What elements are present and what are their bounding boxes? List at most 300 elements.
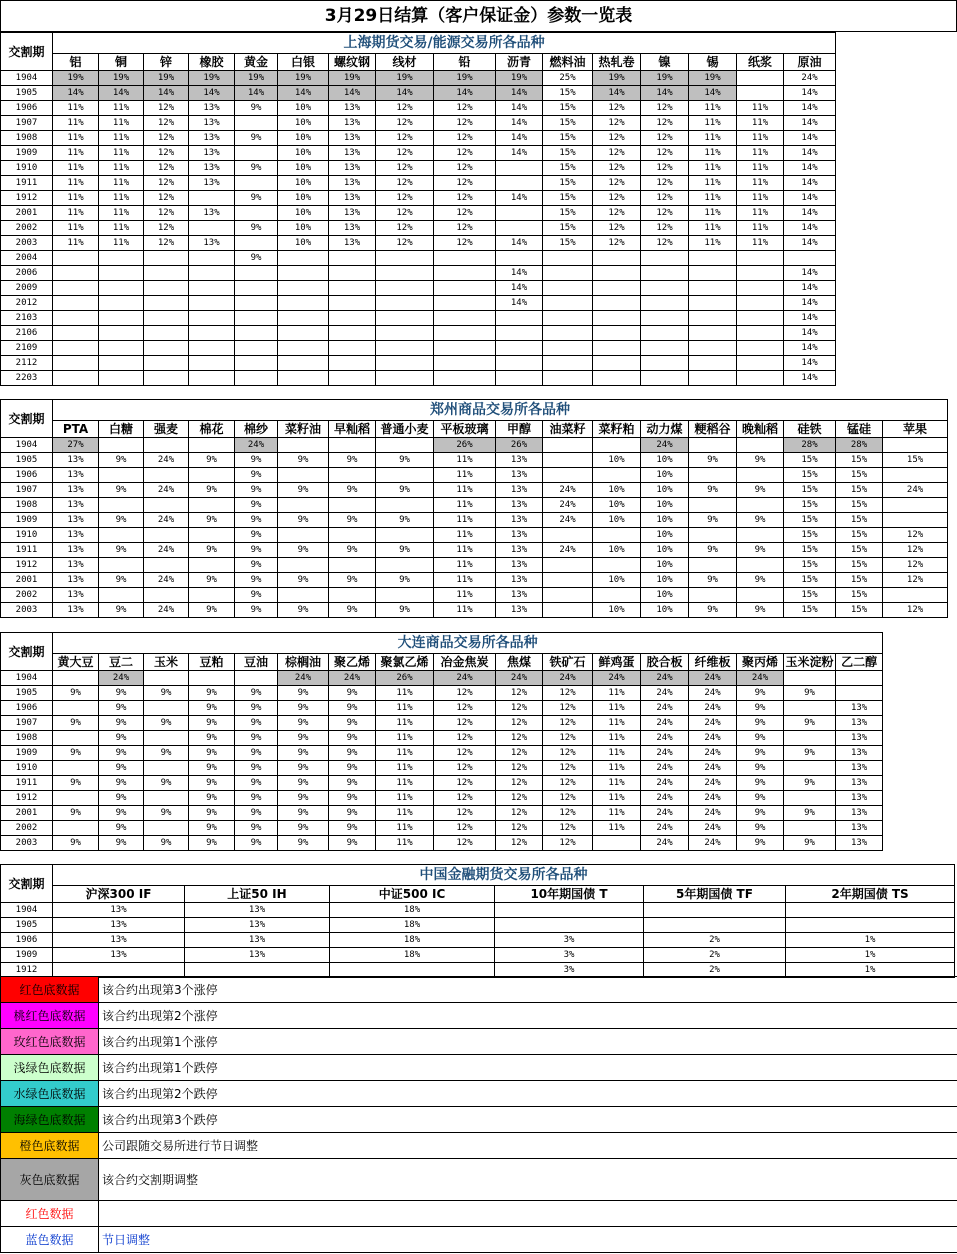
margin-cell — [641, 356, 689, 371]
product-name: 原油 — [784, 54, 836, 71]
legend-swatch: 玫红色底数据 — [1, 1029, 99, 1055]
margin-cell: 14% — [496, 86, 543, 101]
margin-cell: 14% — [784, 236, 836, 251]
margin-cell: 3% — [495, 948, 644, 963]
margin-cell: 9% — [784, 836, 836, 851]
margin-cell — [53, 371, 99, 386]
table-row — [1, 933, 955, 948]
blank-cell — [836, 33, 948, 386]
margin-cell: 12% — [434, 146, 496, 161]
legend-swatch: 桃红色底数据 — [1, 1003, 99, 1029]
margin-cell: 24% — [144, 603, 189, 618]
margin-cell: 10% — [278, 131, 329, 146]
delivery-month: 1905 — [1, 918, 53, 933]
margin-cell — [99, 498, 144, 513]
margin-cell: 9% — [278, 806, 329, 821]
margin-cell — [376, 311, 434, 326]
margin-cell — [144, 266, 189, 281]
margin-cell — [144, 588, 189, 603]
margin-cell — [593, 836, 641, 851]
margin-cell — [99, 326, 144, 341]
margin-cell: 19% — [689, 71, 737, 86]
table-row — [1, 281, 948, 296]
margin-cell — [376, 371, 434, 386]
margin-cell — [376, 468, 434, 483]
margin-cell: 9% — [99, 836, 144, 851]
delivery-month: 1912 — [1, 191, 53, 206]
product-name: 强麦 — [144, 421, 189, 438]
margin-cell: 9% — [329, 821, 376, 836]
margin-cell — [593, 296, 641, 311]
margin-cell — [376, 326, 434, 341]
product-name: 镍 — [641, 54, 689, 71]
margin-cell: 9% — [235, 776, 278, 791]
margin-cell: 12% — [434, 221, 496, 236]
margin-cell — [99, 311, 144, 326]
margin-cell: 11% — [593, 746, 641, 761]
color-legend — [0, 976, 957, 1253]
margin-cell: 11% — [593, 686, 641, 701]
margin-cell: 11% — [593, 821, 641, 836]
margin-cell: 15% — [784, 588, 836, 603]
margin-cell — [434, 281, 496, 296]
table-row — [1, 558, 948, 573]
margin-cell: 15% — [543, 161, 593, 176]
margin-cell — [689, 438, 737, 453]
margin-cell — [235, 281, 278, 296]
margin-cell — [434, 296, 496, 311]
margin-cell: 12% — [434, 836, 496, 851]
margin-cell: 13% — [53, 498, 99, 513]
margin-cell: 24% — [543, 483, 593, 498]
margin-cell: 10% — [278, 191, 329, 206]
margin-cell — [784, 701, 836, 716]
margin-cell: 9% — [189, 761, 235, 776]
margin-cell: 9% — [376, 513, 434, 528]
table-row — [1, 191, 948, 206]
margin-cell — [543, 281, 593, 296]
margin-cell: 13% — [53, 603, 99, 618]
margin-cell: 9% — [235, 468, 278, 483]
product-header-row — [1, 654, 948, 671]
margin-cell: 9% — [737, 483, 784, 498]
margin-cell: 11% — [689, 176, 737, 191]
margin-cell: 9% — [235, 806, 278, 821]
table-row — [1, 251, 948, 266]
margin-cell — [278, 528, 329, 543]
margin-cell: 14% — [784, 266, 836, 281]
table-row — [1, 761, 948, 776]
margin-cell: 13% — [329, 101, 376, 116]
margin-cell: 12% — [543, 791, 593, 806]
margin-cell: 11% — [99, 116, 144, 131]
delivery-month: 2012 — [1, 296, 53, 311]
margin-cell: 9% — [329, 603, 376, 618]
margin-cell: 9% — [737, 716, 784, 731]
product-name: 动力煤 — [641, 421, 689, 438]
margin-cell — [235, 206, 278, 221]
margin-cell: 11% — [689, 101, 737, 116]
margin-cell: 10% — [593, 483, 641, 498]
margin-cell: 9% — [235, 498, 278, 513]
margin-cell: 9% — [189, 776, 235, 791]
product-name: PTA — [53, 421, 99, 438]
delivery-month: 2001 — [1, 573, 53, 588]
margin-cell — [495, 903, 644, 918]
margin-cell: 13% — [189, 146, 235, 161]
margin-cell: 11% — [593, 776, 641, 791]
margin-cell: 24% — [144, 543, 189, 558]
margin-cell: 14% — [784, 356, 836, 371]
table-row — [1, 483, 948, 498]
margin-cell: 11% — [99, 101, 144, 116]
product-name: 5年期国债 TF — [644, 886, 786, 903]
margin-cell: 24% — [689, 836, 737, 851]
margin-cell: 11% — [99, 161, 144, 176]
margin-cell: 9% — [53, 746, 99, 761]
margin-cell: 12% — [434, 761, 496, 776]
margin-cell: 19% — [329, 71, 376, 86]
margin-cell: 11% — [53, 131, 99, 146]
margin-cell: 13% — [53, 513, 99, 528]
product-name: 晚籼稻 — [737, 421, 784, 438]
product-name: 热轧卷 — [593, 54, 641, 71]
margin-cell: 14% — [784, 191, 836, 206]
margin-cell: 15% — [836, 483, 883, 498]
margin-cell — [543, 603, 593, 618]
margin-cell: 11% — [99, 206, 144, 221]
margin-cell — [641, 266, 689, 281]
margin-cell — [99, 558, 144, 573]
delivery-month: 1909 — [1, 746, 53, 761]
margin-cell: 9% — [329, 746, 376, 761]
product-name: 白银 — [278, 54, 329, 71]
margin-cell: 14% — [784, 146, 836, 161]
margin-cell — [737, 356, 784, 371]
margin-cell: 11% — [593, 701, 641, 716]
margin-cell: 12% — [543, 731, 593, 746]
margin-cell — [543, 341, 593, 356]
margin-cell: 12% — [434, 161, 496, 176]
product-name: 油菜籽 — [543, 421, 593, 438]
delivery-month: 1910 — [1, 528, 53, 543]
margin-cell: 14% — [784, 296, 836, 311]
table-row — [1, 588, 948, 603]
margin-cell: 14% — [784, 116, 836, 131]
margin-cell: 11% — [737, 236, 784, 251]
legend-description: 该合约交割期调整 — [99, 1159, 957, 1201]
margin-cell — [376, 251, 434, 266]
margin-cell: 15% — [784, 453, 836, 468]
margin-cell — [99, 296, 144, 311]
margin-cell: 9% — [53, 716, 99, 731]
margin-cell — [329, 251, 376, 266]
margin-cell — [641, 326, 689, 341]
legend-row — [1, 1107, 957, 1133]
margin-cell: 11% — [737, 191, 784, 206]
table-row — [1, 806, 948, 821]
margin-cell: 9% — [689, 573, 737, 588]
margin-cell — [278, 266, 329, 281]
margin-cell: 12% — [496, 836, 543, 851]
margin-cell: 12% — [641, 191, 689, 206]
margin-cell: 24% — [543, 498, 593, 513]
delivery-month: 1906 — [1, 933, 53, 948]
margin-cell: 11% — [434, 543, 496, 558]
margin-cell: 13% — [836, 836, 883, 851]
margin-cell: 9% — [278, 836, 329, 851]
margin-cell: 9% — [376, 573, 434, 588]
corner-label: 交割期 — [1, 865, 53, 903]
margin-cell — [329, 528, 376, 543]
product-name: 普通小麦 — [376, 421, 434, 438]
margin-cell: 9% — [329, 791, 376, 806]
margin-cell: 10% — [278, 176, 329, 191]
margin-cell: 15% — [543, 86, 593, 101]
table-row — [1, 821, 948, 836]
margin-cell: 11% — [376, 716, 434, 731]
product-name: 沥青 — [496, 54, 543, 71]
margin-cell — [53, 326, 99, 341]
margin-cell: 9% — [329, 731, 376, 746]
margin-cell: 12% — [543, 686, 593, 701]
margin-cell — [235, 671, 278, 686]
margin-cell: 13% — [329, 131, 376, 146]
margin-cell: 12% — [593, 236, 641, 251]
margin-cell — [144, 311, 189, 326]
margin-cell: 11% — [737, 221, 784, 236]
corner-label: 交割期 — [1, 633, 53, 671]
margin-cell: 13% — [53, 918, 185, 933]
margin-cell — [496, 206, 543, 221]
margin-cell — [189, 671, 235, 686]
margin-cell — [496, 371, 543, 386]
margin-cell: 10% — [278, 116, 329, 131]
delivery-month: 2002 — [1, 221, 53, 236]
margin-cell — [189, 356, 235, 371]
margin-cell: 11% — [593, 716, 641, 731]
margin-cell: 12% — [496, 701, 543, 716]
margin-cell: 12% — [144, 176, 189, 191]
margin-cell — [144, 296, 189, 311]
margin-cell — [189, 498, 235, 513]
margin-cell: 11% — [434, 603, 496, 618]
margin-cell — [737, 296, 784, 311]
delivery-month: 1909 — [1, 513, 53, 528]
margin-cell — [329, 326, 376, 341]
margin-cell: 15% — [836, 528, 883, 543]
margin-cell — [189, 326, 235, 341]
margin-cell: 15% — [543, 191, 593, 206]
margin-cell: 12% — [496, 686, 543, 701]
delivery-month: 2003 — [1, 236, 53, 251]
margin-cell — [144, 821, 189, 836]
margin-cell: 13% — [53, 453, 99, 468]
margin-cell — [53, 356, 99, 371]
margin-cell — [737, 371, 784, 386]
product-name: 橡胶 — [189, 54, 235, 71]
margin-cell — [689, 281, 737, 296]
table-row — [1, 296, 948, 311]
table-row — [1, 176, 948, 191]
product-name: 胶合板 — [641, 654, 689, 671]
margin-cell — [689, 558, 737, 573]
margin-cell: 13% — [496, 543, 543, 558]
margin-cell — [496, 221, 543, 236]
margin-cell: 9% — [737, 791, 784, 806]
margin-cell: 10% — [278, 221, 329, 236]
margin-cell: 13% — [53, 588, 99, 603]
margin-cell — [737, 326, 784, 341]
margin-cell: 9% — [278, 746, 329, 761]
margin-cell: 15% — [836, 603, 883, 618]
margin-cell: 14% — [784, 176, 836, 191]
margin-cell: 15% — [836, 543, 883, 558]
margin-cell — [543, 356, 593, 371]
margin-cell: 11% — [593, 791, 641, 806]
margin-cell: 9% — [189, 543, 235, 558]
margin-cell: 19% — [278, 71, 329, 86]
margin-cell — [329, 468, 376, 483]
margin-cell: 12% — [434, 176, 496, 191]
legend-row — [1, 1029, 957, 1055]
margin-cell — [144, 498, 189, 513]
margin-cell: 24% — [144, 513, 189, 528]
margin-cell — [543, 311, 593, 326]
margin-cell: 11% — [53, 191, 99, 206]
margin-cell: 9% — [689, 513, 737, 528]
margin-cell: 1% — [786, 933, 955, 948]
margin-cell: 26% — [376, 671, 434, 686]
margin-cell: 12% — [883, 573, 948, 588]
margin-cell — [593, 588, 641, 603]
margin-cell: 24% — [689, 716, 737, 731]
margin-cell: 10% — [278, 236, 329, 251]
cffex-table — [0, 864, 955, 978]
margin-cell — [434, 311, 496, 326]
delivery-month: 1912 — [1, 963, 53, 978]
margin-cell: 14% — [496, 296, 543, 311]
margin-cell: 10% — [593, 498, 641, 513]
margin-cell: 24% — [434, 671, 496, 686]
margin-cell: 11% — [99, 176, 144, 191]
margin-cell: 13% — [329, 146, 376, 161]
margin-cell: 15% — [784, 573, 836, 588]
margin-cell: 11% — [434, 528, 496, 543]
margin-cell: 15% — [883, 453, 948, 468]
product-name: 线材 — [376, 54, 434, 71]
product-name: 豆二 — [99, 654, 144, 671]
corner-label: 交割期 — [1, 33, 53, 71]
margin-cell — [883, 468, 948, 483]
margin-cell: 19% — [189, 71, 235, 86]
margin-cell: 9% — [189, 573, 235, 588]
delivery-month: 1912 — [1, 558, 53, 573]
margin-cell: 13% — [496, 588, 543, 603]
table-row — [1, 356, 948, 371]
margin-cell: 1% — [786, 963, 955, 978]
product-name: 铜 — [99, 54, 144, 71]
margin-cell: 9% — [99, 821, 144, 836]
margin-cell — [189, 558, 235, 573]
product-name: 聚乙烯 — [329, 654, 376, 671]
margin-cell: 10% — [641, 543, 689, 558]
margin-cell: 9% — [235, 161, 278, 176]
margin-cell: 12% — [376, 146, 434, 161]
margin-cell — [144, 671, 189, 686]
margin-cell: 11% — [434, 483, 496, 498]
margin-cell — [376, 588, 434, 603]
margin-cell — [278, 498, 329, 513]
delivery-month: 1904 — [1, 671, 53, 686]
margin-cell: 12% — [144, 131, 189, 146]
margin-cell: 24% — [99, 671, 144, 686]
delivery-month: 2003 — [1, 603, 53, 618]
margin-cell: 11% — [434, 453, 496, 468]
table-row — [1, 498, 948, 513]
margin-cell: 10% — [641, 498, 689, 513]
margin-cell: 15% — [836, 588, 883, 603]
margin-cell: 14% — [784, 326, 836, 341]
margin-cell: 13% — [496, 453, 543, 468]
margin-cell — [329, 266, 376, 281]
table-row — [1, 468, 948, 483]
margin-cell — [784, 821, 836, 836]
margin-cell: 12% — [593, 221, 641, 236]
margin-cell — [737, 311, 784, 326]
margin-cell: 11% — [53, 161, 99, 176]
margin-cell: 14% — [784, 341, 836, 356]
margin-cell: 24% — [784, 71, 836, 86]
table-row — [1, 311, 948, 326]
margin-cell: 12% — [434, 776, 496, 791]
margin-cell: 9% — [144, 836, 189, 851]
product-name: 中证500 IC — [330, 886, 495, 903]
margin-cell: 14% — [496, 146, 543, 161]
margin-cell: 9% — [99, 806, 144, 821]
margin-cell: 10% — [593, 453, 641, 468]
margin-cell — [376, 438, 434, 453]
margin-cell: 9% — [189, 821, 235, 836]
margin-cell: 28% — [836, 438, 883, 453]
delivery-month: 1909 — [1, 146, 53, 161]
margin-cell: 14% — [784, 311, 836, 326]
margin-cell: 9% — [235, 686, 278, 701]
margin-cell — [53, 791, 99, 806]
margin-cell: 10% — [641, 603, 689, 618]
margin-cell — [737, 498, 784, 513]
margin-cell: 9% — [278, 513, 329, 528]
table-row — [1, 86, 948, 101]
margin-cell: 12% — [434, 236, 496, 251]
margin-cell: 9% — [329, 513, 376, 528]
product-name: 聚丙烯 — [737, 654, 784, 671]
margin-cell: 10% — [641, 513, 689, 528]
margin-cell: 9% — [99, 543, 144, 558]
margin-cell: 15% — [784, 558, 836, 573]
margin-cell: 13% — [496, 528, 543, 543]
delivery-month: 2006 — [1, 266, 53, 281]
margin-cell: 9% — [53, 806, 99, 821]
margin-cell: 9% — [189, 483, 235, 498]
page-title: 3月29日结算（客户保证金）参数一览表 — [0, 0, 957, 32]
margin-cell — [235, 236, 278, 251]
margin-cell: 10% — [278, 206, 329, 221]
margin-cell: 12% — [376, 101, 434, 116]
margin-cell: 24% — [641, 746, 689, 761]
margin-cell: 2% — [644, 963, 786, 978]
margin-cell: 11% — [689, 206, 737, 221]
